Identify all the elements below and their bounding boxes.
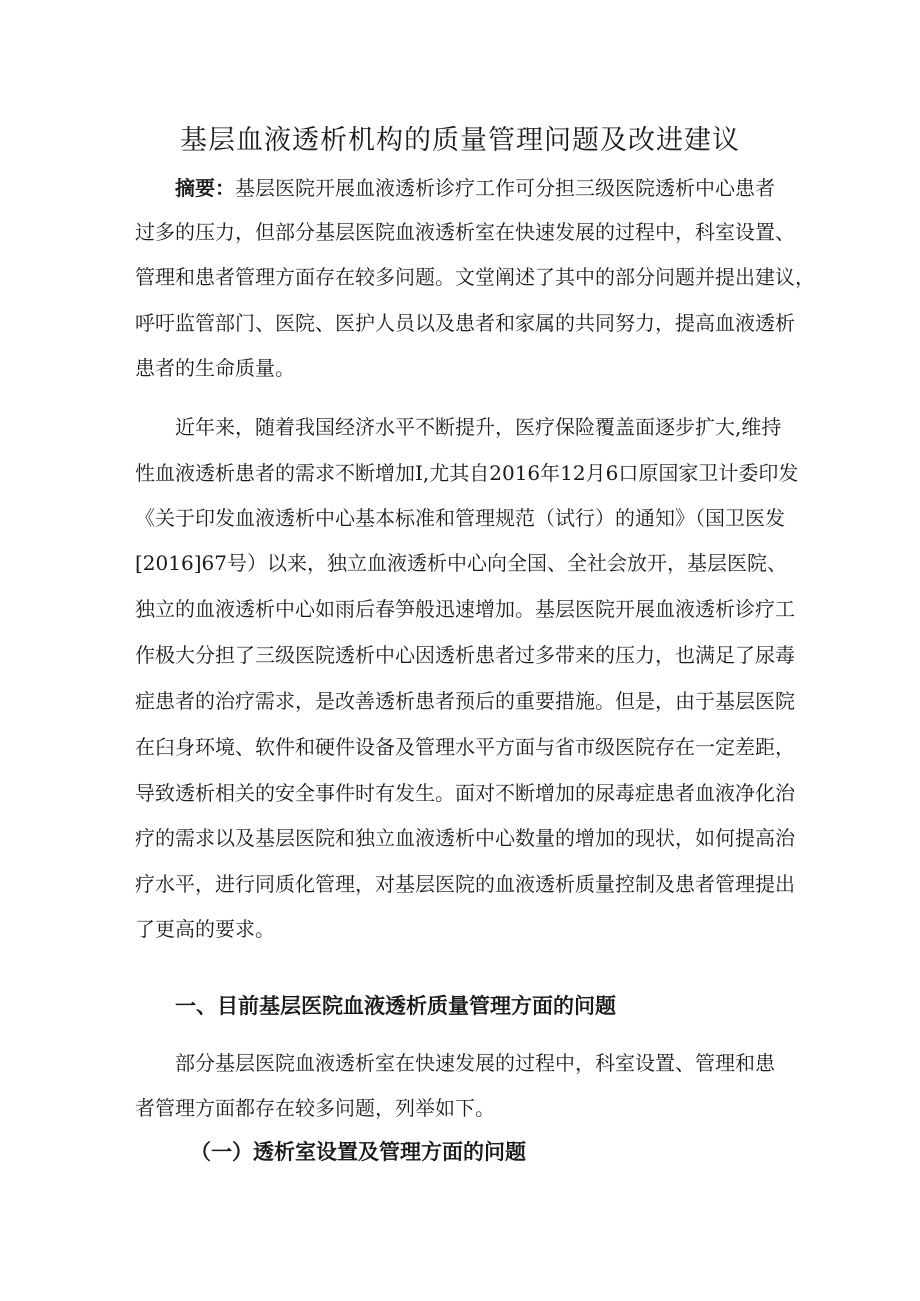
intro-line-1: 近年来，随着我国经济水平不断提升，医疗保险覆盖面逐步扩大,维持 xyxy=(175,415,782,439)
abstract-line-4: 呼吁监管部门、医院、医护人员以及患者和家属的共同努力，提高血液透析 xyxy=(135,311,795,335)
section-heading-1: 一、目前基层医院血液透析质量管理方面的问题 xyxy=(175,994,616,1018)
intro-line-8: 在臼身环境、软件和硬件设备及管理水平方面与省市级医院存在一定差距， xyxy=(135,735,795,759)
intro-line-10: 疗的需求以及基层医院和独立血液透析中心数量的增加的现状，如何提高治 xyxy=(135,826,795,850)
intro-line-6: 作极大分担了三级医院透析中心因透析患者过多带来的压力，也满足了尿毒 xyxy=(135,643,795,667)
abstract-line-1 xyxy=(175,173,795,203)
abstract-line-3: 管理和患者管理方面存在较多问题。文堂阐述了其中的部分问题并提出建议， xyxy=(135,265,815,289)
abstract-text: 基层医院开展血液透析诊疗工作可分担三级医院透析中心患者 xyxy=(235,176,775,200)
intro-line-11: 疗水平，进行同质化管理，对基层医院的血液透析质量控制及患者管理提出 xyxy=(135,872,795,896)
intro-line-12: 了更高的要求。 xyxy=(135,917,275,941)
intro-line-5: 独立的血液透析中心如雨后春笋般迅速增加。基层医院开展血液透析诊疗工 xyxy=(135,597,795,621)
intro-line-9: 导致透析相关的安全事件时有发生。面对不断增加的尿毒症患者血液净化治 xyxy=(135,781,795,805)
abstract-line-2: 过多的压力，但部分基层医院血液透析室在快速发展的过程中，科室设置、 xyxy=(135,220,795,244)
intro-line-4: [2016]67号）以来，独立血液透析中心向全国、全社会放开，基层医院、 xyxy=(135,551,787,575)
section1-line-1: 部分基层医院血液透析室在快速发展的过程中，科室设置、管理和患 xyxy=(175,1051,775,1075)
intro-line-7: 症患者的治疗需求，是改善透析患者预后的重要措施。但是，由于基层医院 xyxy=(135,689,795,713)
intro-line-3: 《关于印发血液透析中心基本标准和管理规范（试行）的通知》（国卫医发 xyxy=(135,506,785,530)
section1-line-2: 者管理方面都存在较多问题，列举如下。 xyxy=(135,1096,495,1120)
intro-line-2: 性血液透析患者的需求不断增加I,尤其自2016年12月6口原国家卫计委印发 xyxy=(135,461,799,485)
abstract-line-5: 患者的生命质量。 xyxy=(135,356,295,380)
subsection-heading-1: （一）透析室设置及管理方面的问题 xyxy=(190,1140,526,1164)
abstract-label: 摘要： xyxy=(175,176,235,200)
document-title: 基层血液透析机构的质量管理问题及改进建议 xyxy=(180,125,740,156)
